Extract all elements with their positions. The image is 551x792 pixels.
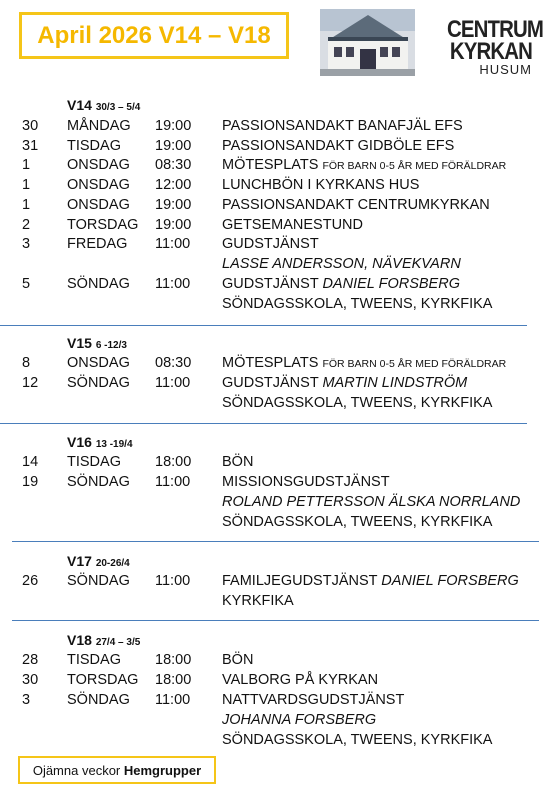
week-heading: V18 27/4 – 3/5	[67, 632, 141, 648]
title-box	[19, 12, 289, 59]
week-heading: V17 20-26/4	[67, 553, 130, 569]
centrumkyrkan-logo	[432, 16, 544, 77]
footer-text: Ojämna veckor	[32, 762, 121, 778]
logo-line-1: CENTRUM	[447, 16, 544, 43]
footer-bold: Hemgrupper	[123, 762, 202, 778]
separator	[12, 620, 539, 621]
week-heading: V15 6 -12/3	[67, 335, 127, 351]
separator	[12, 541, 539, 542]
week-heading: V14 30/3 – 5/4	[67, 97, 141, 113]
church-photo	[320, 9, 415, 76]
footer-note	[18, 756, 216, 784]
separator	[0, 325, 527, 326]
week-heading: V16 13 -19/4	[67, 434, 133, 450]
page-title: April 2026 V14 – V18	[37, 21, 271, 49]
logo-line-2: KYRKAN	[449, 38, 532, 65]
logo-line-3: HUSUM	[479, 62, 532, 77]
separator	[0, 423, 527, 424]
